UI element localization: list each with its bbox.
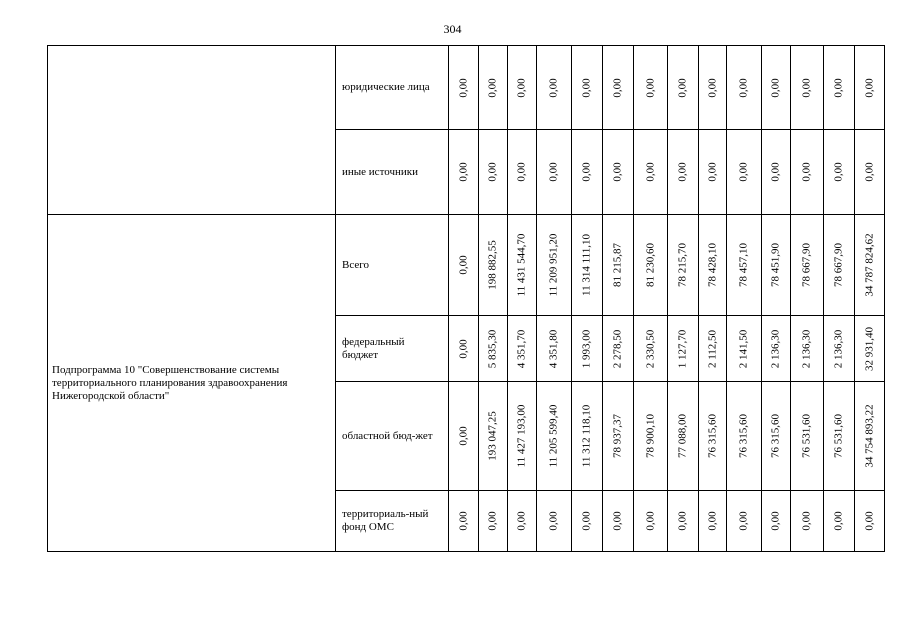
value-cell: [855, 316, 885, 382]
value-cell: [449, 491, 479, 552]
value-text: 11 431 544,70: [515, 233, 528, 297]
value-cell: [791, 46, 824, 130]
value-cell: [762, 215, 791, 316]
value-cell: [634, 130, 668, 215]
value-cell: [762, 316, 791, 382]
value-text: 2 278,50: [611, 329, 624, 368]
value-cell: [855, 215, 885, 316]
value-cell: [508, 215, 537, 316]
value-cell: [537, 215, 572, 316]
funding-source-cell: иные источники: [336, 130, 449, 215]
value-text: 0,00: [457, 511, 469, 531]
value-text: 0,00: [580, 511, 593, 531]
value-cell: [699, 316, 727, 382]
value-text: 0,00: [457, 426, 469, 446]
value-text: 0,00: [832, 162, 845, 182]
value-cell: [537, 316, 572, 382]
value-text: 0,00: [644, 77, 656, 98]
value-cell: [479, 46, 508, 130]
value-cell: [479, 491, 508, 552]
value-cell: [449, 215, 479, 316]
value-cell: [508, 382, 537, 491]
value-text: 76 315,60: [737, 414, 750, 458]
value-text: 0,00: [769, 511, 782, 531]
value-cell: [727, 491, 762, 552]
value-cell: [855, 46, 885, 130]
value-cell: [824, 215, 855, 316]
value-text: 0,00: [863, 77, 875, 98]
value-text: 76 315,60: [706, 414, 718, 458]
value-cell: [699, 382, 727, 491]
value-cell: [727, 382, 762, 491]
value-text: 0,00: [676, 77, 689, 98]
value-cell: [572, 215, 603, 316]
value-text: 0,00: [486, 511, 499, 531]
value-cell: [762, 491, 791, 552]
value-text: 0,00: [832, 511, 845, 531]
value-text: 0,00: [515, 77, 528, 98]
program-name-cell: Подпрограмма 10 "Совершенствование системы территориального планирования здравоохранения Нижегородской области": [48, 215, 336, 552]
value-cell: [537, 46, 572, 130]
value-text: 198 882,55: [486, 240, 499, 290]
funding-table: [47, 45, 885, 552]
value-cell: [855, 491, 885, 552]
value-cell: [603, 491, 634, 552]
value-text: 0,00: [769, 77, 782, 98]
value-text: 0,00: [515, 511, 528, 531]
value-text: 78 667,90: [832, 243, 845, 287]
value-text: 4 351,70: [515, 329, 528, 368]
value-text: 0,00: [457, 338, 469, 359]
value-text: 0,00: [863, 162, 875, 182]
value-cell: [668, 46, 699, 130]
funding-source-cell: юридические лица: [336, 46, 449, 130]
value-text: 78 667,90: [800, 243, 813, 287]
value-text: 1 127,70: [676, 329, 689, 368]
value-text: 32 931,40: [863, 326, 875, 371]
value-cell: [508, 46, 537, 130]
value-text: 0,00: [737, 77, 750, 98]
value-text: 11 209 951,20: [547, 233, 560, 297]
value-cell: [603, 130, 634, 215]
value-cell: [699, 130, 727, 215]
value-text: 81 230,60: [644, 243, 656, 287]
value-text: 0,00: [457, 77, 469, 98]
value-text: 11 314 111,10: [580, 233, 593, 297]
value-cell: [668, 382, 699, 491]
value-text: 11 205 599,40: [547, 404, 560, 468]
value-text: 76 315,60: [769, 414, 782, 458]
value-text: 78 900,10: [644, 414, 656, 458]
value-text: 81 215,87: [611, 243, 624, 287]
value-cell: [668, 491, 699, 552]
value-cell: [634, 46, 668, 130]
value-cell: [727, 46, 762, 130]
value-text: 0,00: [800, 77, 813, 98]
value-cell: [603, 316, 634, 382]
value-cell: [537, 382, 572, 491]
value-cell: [449, 316, 479, 382]
value-text: 0,00: [832, 77, 845, 98]
value-text: 0,00: [737, 511, 750, 531]
value-text: 0,00: [800, 511, 813, 531]
value-cell: [603, 215, 634, 316]
value-text: 0,00: [515, 162, 528, 182]
value-text: 0,00: [611, 511, 624, 531]
value-cell: [634, 215, 668, 316]
value-text: 0,00: [457, 255, 469, 275]
value-text: 0,00: [457, 162, 469, 182]
value-text: 0,00: [580, 77, 593, 98]
value-cell: [572, 491, 603, 552]
value-text: 4 351,80: [547, 329, 560, 368]
value-text: 0,00: [706, 511, 718, 531]
value-text: 2 141,50: [737, 329, 750, 368]
value-text: 0,00: [706, 162, 718, 182]
value-cell: [855, 382, 885, 491]
value-text: 76 531,60: [832, 414, 845, 458]
value-text: 0,00: [676, 511, 689, 531]
value-cell: [824, 491, 855, 552]
value-cell: [572, 130, 603, 215]
value-text: 193 047,25: [486, 411, 499, 461]
value-cell: [449, 46, 479, 130]
value-cell: [699, 215, 727, 316]
value-text: 0,00: [769, 162, 782, 182]
value-cell: [508, 130, 537, 215]
value-cell: [572, 46, 603, 130]
value-cell: [791, 491, 824, 552]
value-text: 34 754 893,22: [863, 404, 875, 468]
value-cell: [572, 382, 603, 491]
value-cell: [668, 130, 699, 215]
value-cell: [537, 491, 572, 552]
value-text: 78 215,70: [676, 243, 689, 287]
value-cell: [508, 491, 537, 552]
value-text: 0,00: [547, 162, 560, 182]
value-text: 78 457,10: [737, 243, 750, 287]
value-cell: [572, 316, 603, 382]
value-cell: [824, 382, 855, 491]
value-text: 11 312 118,10: [580, 404, 593, 468]
value-cell: [762, 382, 791, 491]
value-cell: [699, 46, 727, 130]
value-text: 11 427 193,00: [515, 404, 528, 468]
value-cell: [824, 46, 855, 130]
value-text: 2 330,50: [644, 329, 656, 368]
value-cell: [727, 316, 762, 382]
value-cell: [479, 316, 508, 382]
value-text: 0,00: [611, 77, 624, 98]
value-cell: [699, 491, 727, 552]
table-row: [48, 215, 885, 316]
value-cell: [603, 382, 634, 491]
value-text: 0,00: [737, 162, 750, 182]
value-cell: [824, 130, 855, 215]
value-text: 78 428,10: [706, 243, 718, 287]
value-cell: [479, 215, 508, 316]
value-cell: [727, 215, 762, 316]
value-text: 0,00: [706, 77, 718, 98]
value-cell: [479, 130, 508, 215]
value-cell: [727, 130, 762, 215]
value-text: 2 112,50: [706, 329, 718, 368]
value-text: 0,00: [486, 77, 499, 98]
value-cell: [791, 382, 824, 491]
value-cell: [449, 130, 479, 215]
value-cell: [508, 316, 537, 382]
value-cell: [791, 130, 824, 215]
value-text: 0,00: [547, 511, 560, 531]
value-cell: [603, 46, 634, 130]
value-text: 0,00: [863, 511, 875, 531]
value-text: 2 136,30: [832, 329, 845, 368]
value-text: 1 993,00: [580, 329, 593, 368]
value-text: 0,00: [644, 511, 656, 531]
value-cell: [634, 491, 668, 552]
value-cell: [634, 316, 668, 382]
funding-source-cell: Всего: [336, 215, 449, 316]
value-cell: [537, 130, 572, 215]
value-text: 77 088,00: [676, 414, 689, 458]
value-text: 0,00: [486, 162, 499, 182]
value-text: 78 937,37: [611, 414, 624, 458]
program-name-cell: [48, 46, 336, 215]
value-cell: [668, 215, 699, 316]
value-cell: [762, 46, 791, 130]
value-cell: [449, 382, 479, 491]
table-row: [48, 46, 885, 130]
value-text: 0,00: [611, 162, 624, 182]
funding-source-cell: территориаль-ный фонд ОМС: [336, 491, 449, 552]
value-text: 34 787 824,62: [863, 233, 875, 297]
value-cell: [479, 382, 508, 491]
value-text: 78 451,90: [769, 243, 782, 287]
page-number: 304: [443, 22, 462, 36]
value-cell: [634, 382, 668, 491]
value-text: 0,00: [547, 77, 560, 98]
value-text: 5 835,30: [486, 329, 499, 368]
value-text: 0,00: [800, 162, 813, 182]
value-cell: [824, 316, 855, 382]
funding-source-cell: федеральный бюджет: [336, 316, 449, 382]
value-cell: [668, 316, 699, 382]
value-text: 2 136,30: [800, 329, 813, 368]
value-cell: [855, 130, 885, 215]
value-text: 2 136,30: [769, 329, 782, 368]
funding-source-cell: областной бюд-жет: [336, 382, 449, 491]
value-text: 76 531,60: [800, 414, 813, 458]
value-text: 0,00: [644, 162, 656, 182]
value-cell: [791, 316, 824, 382]
value-cell: [791, 215, 824, 316]
value-text: 0,00: [580, 162, 593, 182]
value-cell: [762, 130, 791, 215]
value-text: 0,00: [676, 162, 689, 182]
